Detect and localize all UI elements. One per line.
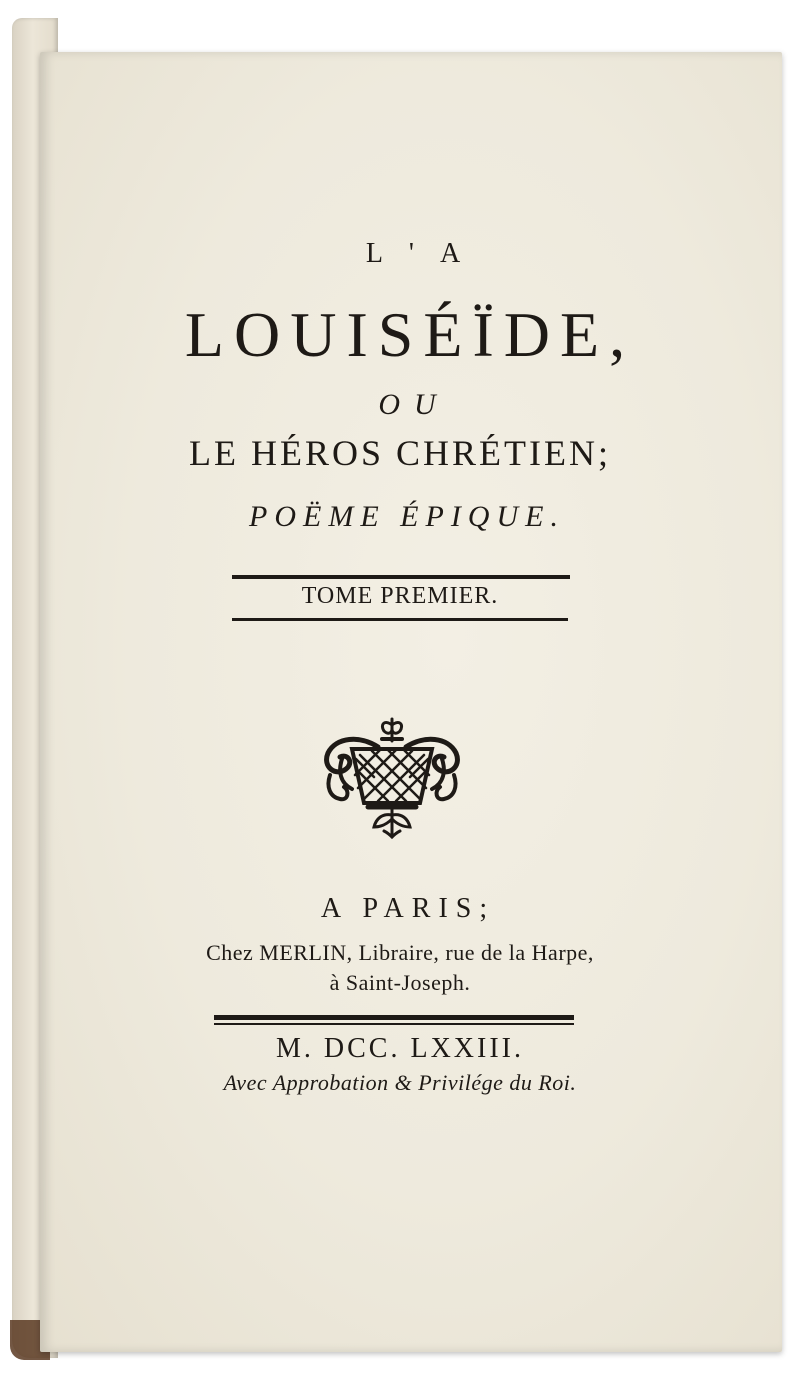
book-genre: POËME ÉPIQUE. <box>249 500 565 533</box>
floral-basket-ornament-icon <box>318 715 466 840</box>
publisher-line: Chez MERLIN, Libraire, rue de la Harpe, <box>206 940 594 965</box>
royal-privilege-note: Avec Approbation & Privilége du Roi. <box>223 1070 577 1095</box>
publisher-address: à Saint-Joseph. <box>329 970 471 995</box>
volume-rule-top <box>232 575 570 579</box>
title-conjunction: OU <box>378 388 450 421</box>
volume-label: TOME PREMIER. <box>301 583 499 609</box>
imprint-city: A PARIS; <box>320 893 496 924</box>
imprint-rule-thick <box>214 1015 574 1020</box>
publication-date: M. DCC. LXXIII. <box>276 1033 524 1064</box>
imprint-rule-thin <box>214 1023 574 1025</box>
book-title: LOUISÉÏDE, <box>184 299 636 370</box>
title-article: L'A <box>365 238 487 269</box>
book-subtitle: LE HÉROS CHRÉTIEN; <box>189 433 611 473</box>
volume-rule-bottom <box>232 618 568 621</box>
